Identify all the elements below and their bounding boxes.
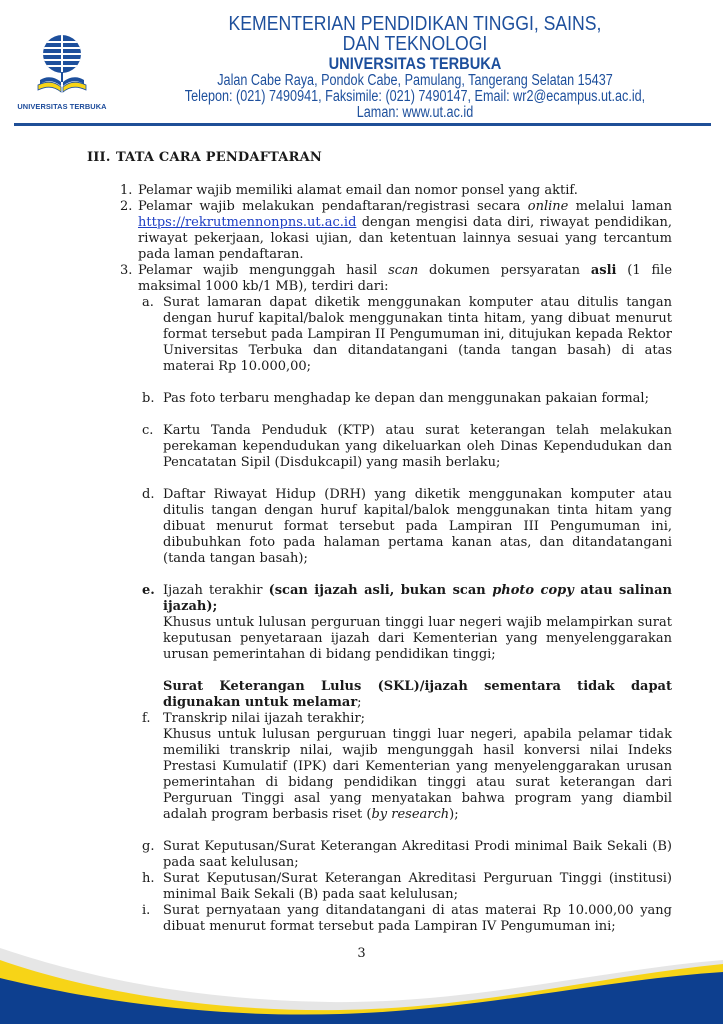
list-marker: 2. (120, 199, 133, 214)
sub-list-item-text: Surat Keputusan/Surat Keterangan Akreditasi Perguruan Tinggi (institusi) minimal Baik Sekali (B) pada saat kelulusan; (163, 871, 672, 902)
text-bold: atau salinan ijazah); (163, 583, 672, 614)
list-item-text: Pelamar wajib memiliki alamat email dan nomor ponsel yang aktif. (138, 183, 578, 198)
text-italic: online (527, 199, 569, 214)
university-name: UNIVERSITAS TERBUKA (328, 54, 502, 73)
foreign-graduate-note: Khusus untuk lulusan perguruan tinggi luar negeri wajib melampirkan surat keputusan penyetaraan ijazah dari Kementerian yang menyelenggarakan urusan pemerintahan di bidang pendidikan tinggi; (163, 615, 672, 662)
text-bold-italic: photo copy (492, 583, 574, 598)
text-segment: Ijazah terakhir (163, 583, 269, 598)
text-segment: dokumen persyaratan (418, 263, 591, 278)
skl-warning (163, 679, 672, 711)
text-italic: scan (388, 263, 419, 278)
text-bold: (scan ijazah asli, bukan scan (268, 583, 493, 598)
text-italic: by research (371, 807, 450, 822)
text-segment: ; (357, 695, 362, 710)
contact-info: Telepon: (021) 7490941, Faksimile: (021) 7490147, Email: wr2@ecampus.ut.ac.id, (184, 88, 646, 105)
letterhead (0, 0, 723, 130)
sub-list-item-text: Surat pernyataan yang ditandatangani di atas materai Rp 10.000,00 yang dibuat menurut format tersebut pada Lampiran IV Pengumuman ini; (163, 903, 672, 934)
sub-list-marker: f. (142, 711, 151, 726)
section-heading (87, 150, 322, 165)
sub-list-item-text: Daftar Riwayat Hidup (DRH) yang diketik menggunakan komputer atau ditulis tangan dengan huruf kapital/balok menggunakan tinta hitam yang dibuat menurut format tersebut pada Lampiran III Pengumuman ini, dibubuhkan foto pada halaman pertama kanan atas, dan ditandatangani (tanda tangan basah); (163, 487, 672, 566)
text-bold: Surat Keterangan Lulus (SKL)/ijazah sementara tidak dapat digunakan untuk melamar (163, 679, 672, 710)
university-logo (14, 34, 110, 114)
website: Laman: www.ut.ac.id (356, 104, 474, 121)
sub-list-marker: a. (142, 295, 154, 310)
address: Jalan Cabe Raya, Pondok Cabe, Pamulang, Tangerang Selatan 15437 (217, 72, 613, 89)
sub-list-item-text: Pas foto terbaru menghadap ke depan dan menggunakan pakaian formal; (163, 391, 649, 406)
sub-list-item-text: Surat lamaran dapat diketik menggunakan komputer atau ditulis tangan dengan huruf kapital/balok menggunakan tinta hitam, yang dibuat menurut format tersebut pada Lampiran II Pengumuman ini, ditujukan kepada Rektor Universitas Terbuka dan ditandatangani (tanda tangan basah) di atas materai Rp 10.000,00; (163, 295, 672, 374)
logo-caption: UNIVERSITAS TERBUKA (17, 102, 107, 111)
sub-list-marker: e. (142, 583, 155, 598)
footer-wave-decoration (0, 930, 723, 1024)
list-marker: 3. (120, 263, 133, 278)
text-segment: Khusus untuk lulusan perguruan tinggi luar negeri, apabila pelamar tidak memiliki transkrip nilai, wajib mengunggah hasil konversi nilai Indeks Prestasi Kumulatif (IPK) dari Kementerian yang menyelenggarakan urusan pemerintahan di bidang pendidikan tinggi atau surat keterangan dari Perguruan Tinggi asal yang menyatakan bahwa program yang diambil adalah program berbasis riset ( (163, 727, 672, 822)
registration-link[interactable]: https://rekrutmennonpns.ut.ac.id (138, 215, 357, 230)
sub-list-item-text (163, 583, 672, 615)
sub-list-marker: b. (142, 391, 155, 406)
sub-list-marker: i. (142, 903, 151, 918)
text-segment: dengan mengisi data diri, riwayat pendidikan, riwayat pekerjaan, lokasi ujian, dan ketentuan lainnya sesuai yang tercantum pada laman pendaftaran. (138, 215, 672, 262)
ministry-name-line1: KEMENTERIAN PENDIDIKAN TINGGI, SAINS, (228, 12, 602, 35)
text-segment: (1 file maksimal 1000 kb/1 MB), terdiri dari: (138, 263, 673, 294)
list-item-text (138, 199, 672, 263)
sub-list-marker: h. (142, 871, 155, 886)
letterhead-divider (14, 123, 711, 126)
page-number: 3 (357, 946, 366, 961)
transcript-note (163, 727, 672, 823)
section-number: III. (87, 150, 111, 165)
globe-book-logo-icon (34, 34, 90, 96)
list-item-text (138, 263, 672, 295)
sub-list-marker: g. (142, 839, 155, 854)
sub-list-item-text: Surat Keputusan/Surat Keterangan Akreditasi Prodi minimal Baik Sekali (B) pada saat kelulusan; (163, 839, 672, 870)
sub-list-item-text: Transkrip nilai ijazah terakhir; (163, 711, 366, 726)
text-segment: melalui laman (568, 199, 673, 214)
letterhead-text (130, 14, 700, 121)
text-bold: asli (590, 263, 617, 278)
text-segment: ); (449, 807, 459, 822)
list-marker: 1. (120, 183, 133, 198)
text-segment: Pelamar wajib mengunggah hasil (138, 263, 389, 278)
sub-list-marker: c. (142, 423, 154, 438)
text-segment: Pelamar wajib melakukan pendaftaran/registrasi secara (138, 199, 528, 214)
sub-list-marker: d. (142, 487, 155, 502)
ministry-name-line2: DAN TEKNOLOGI (342, 32, 488, 55)
section-title: TATA CARA PENDAFTARAN (116, 150, 322, 165)
sub-list-item-text: Kartu Tanda Penduduk (KTP) atau surat keterangan telah melakukan perekaman kependudukan yang dikeluarkan oleh Dinas Kependudukan dan Pencatatan Sipil (Disdukcapil) yang masih berlaku; (163, 423, 672, 470)
